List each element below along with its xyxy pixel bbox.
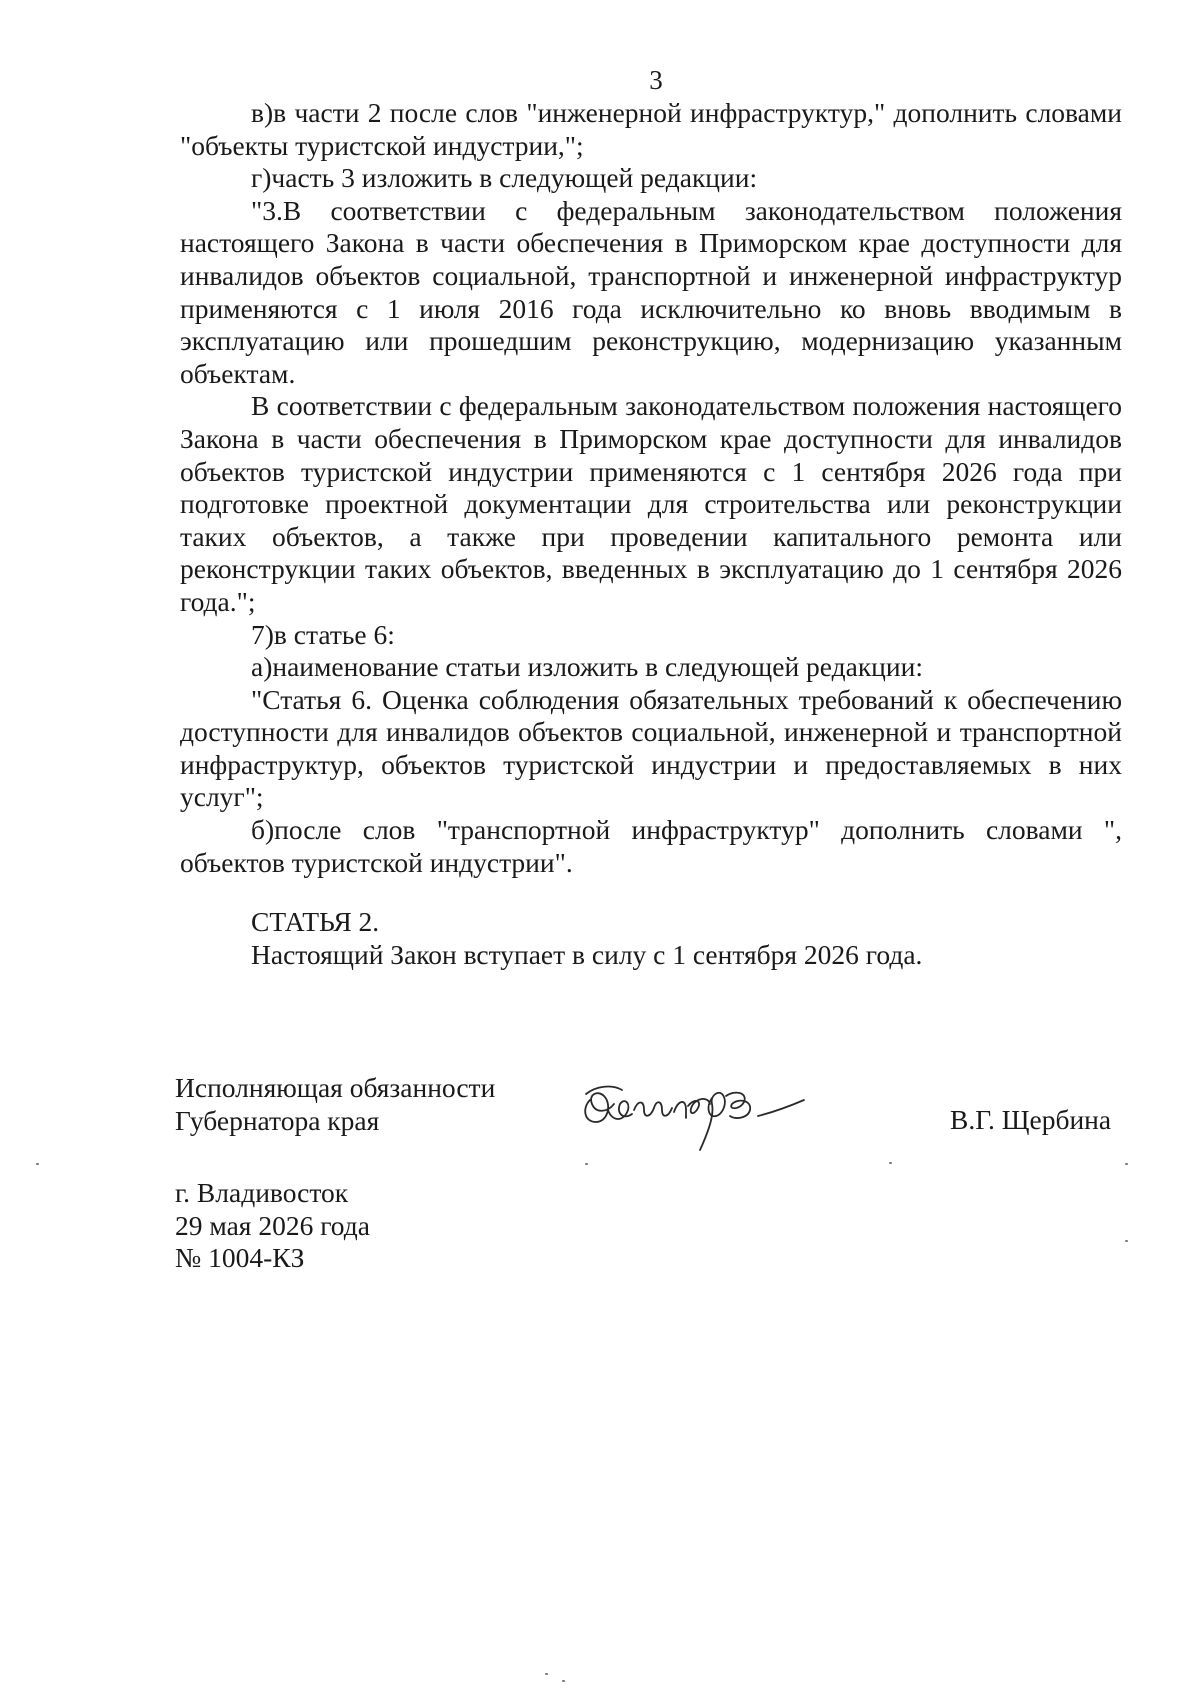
position-line-1: Исполняющая обязанности [175,1072,496,1103]
place-date-number [175,1177,370,1275]
paragraph-amendment-v: в)в части 2 после слов "инженерной инфраструктур," дополнить словами "объекты туристской индустрии,"; [180,97,1122,161]
paragraph-amendment-a: а)наименование статьи изложить в следующей редакции: [251,651,923,683]
scan-speck [562,1680,565,1682]
paragraph-article6-title: "Статья 6. Оценка соблюдения обязательных требований к обеспечению доступности для инвалидов объектов социальной, инженерной и транспортной инфраструктур, объектов туристской индустрии и предоставляемых в них услуг"; [180,683,1122,813]
scan-speck [585,1163,588,1165]
paragraph-article6: 7)в статье 6: [251,618,395,650]
signatory-position [175,1072,495,1137]
document-body [180,97,1122,879]
document-number: № 1004-КЗ [175,1242,305,1274]
article-text: Настоящий Закон вступает в силу с 1 сентября 2026 года. [251,938,923,970]
paragraph-amendment-g: г)часть 3 изложить в следующей редакции: [251,162,758,194]
city: г. Владивосток [175,1177,349,1208]
scan-speck [889,1162,892,1164]
paragraph-amendment-b: б)после слов "транспортной инфраструктур" дополнить словами ", объектов туристской индустрии". [180,814,1122,878]
article-2 [251,906,922,971]
scan-speck [1125,1240,1128,1242]
scan-speck [1125,1163,1128,1165]
handwritten-signature [578,1070,878,1170]
paragraph-part3-first: "3.В соответствии с федеральным законодательством положения настоящего Закона в части обеспечения в Приморском крае доступности для инвалидов объектов социальной, транспортной и инженерной инфраструктур применяются с 1 июля 2016 года исключительно ко вновь вводимым в эксплуатацию или прошедшим реконструкцию, модернизацию указанным объектам. [180,194,1122,389]
document-date: 29 мая 2026 года [175,1209,370,1241]
page-number: 3 [649,65,663,95]
position-line-2: Губернатора края [175,1104,380,1136]
article-heading: СТАТЬЯ 2. [251,906,380,937]
scan-speck [545,1673,548,1675]
paragraph-part3-second: В соответствии с федеральным законодательством положения настоящего Закона в части обеспечения в Приморском крае доступности для инвалидов объектов туристской индустрии применяются с 1 сентября 2026 года при подготовке проектной документации для строительства или реконструкции таких объектов, а также при проведении капитального ремонта или реконструкции таких объектов, введенных в эксплуатацию до 1 сентября 2026 года."; [180,390,1122,617]
scan-speck [36,1163,39,1165]
signatory-name: В.Г. Щербина [950,1104,1112,1135]
